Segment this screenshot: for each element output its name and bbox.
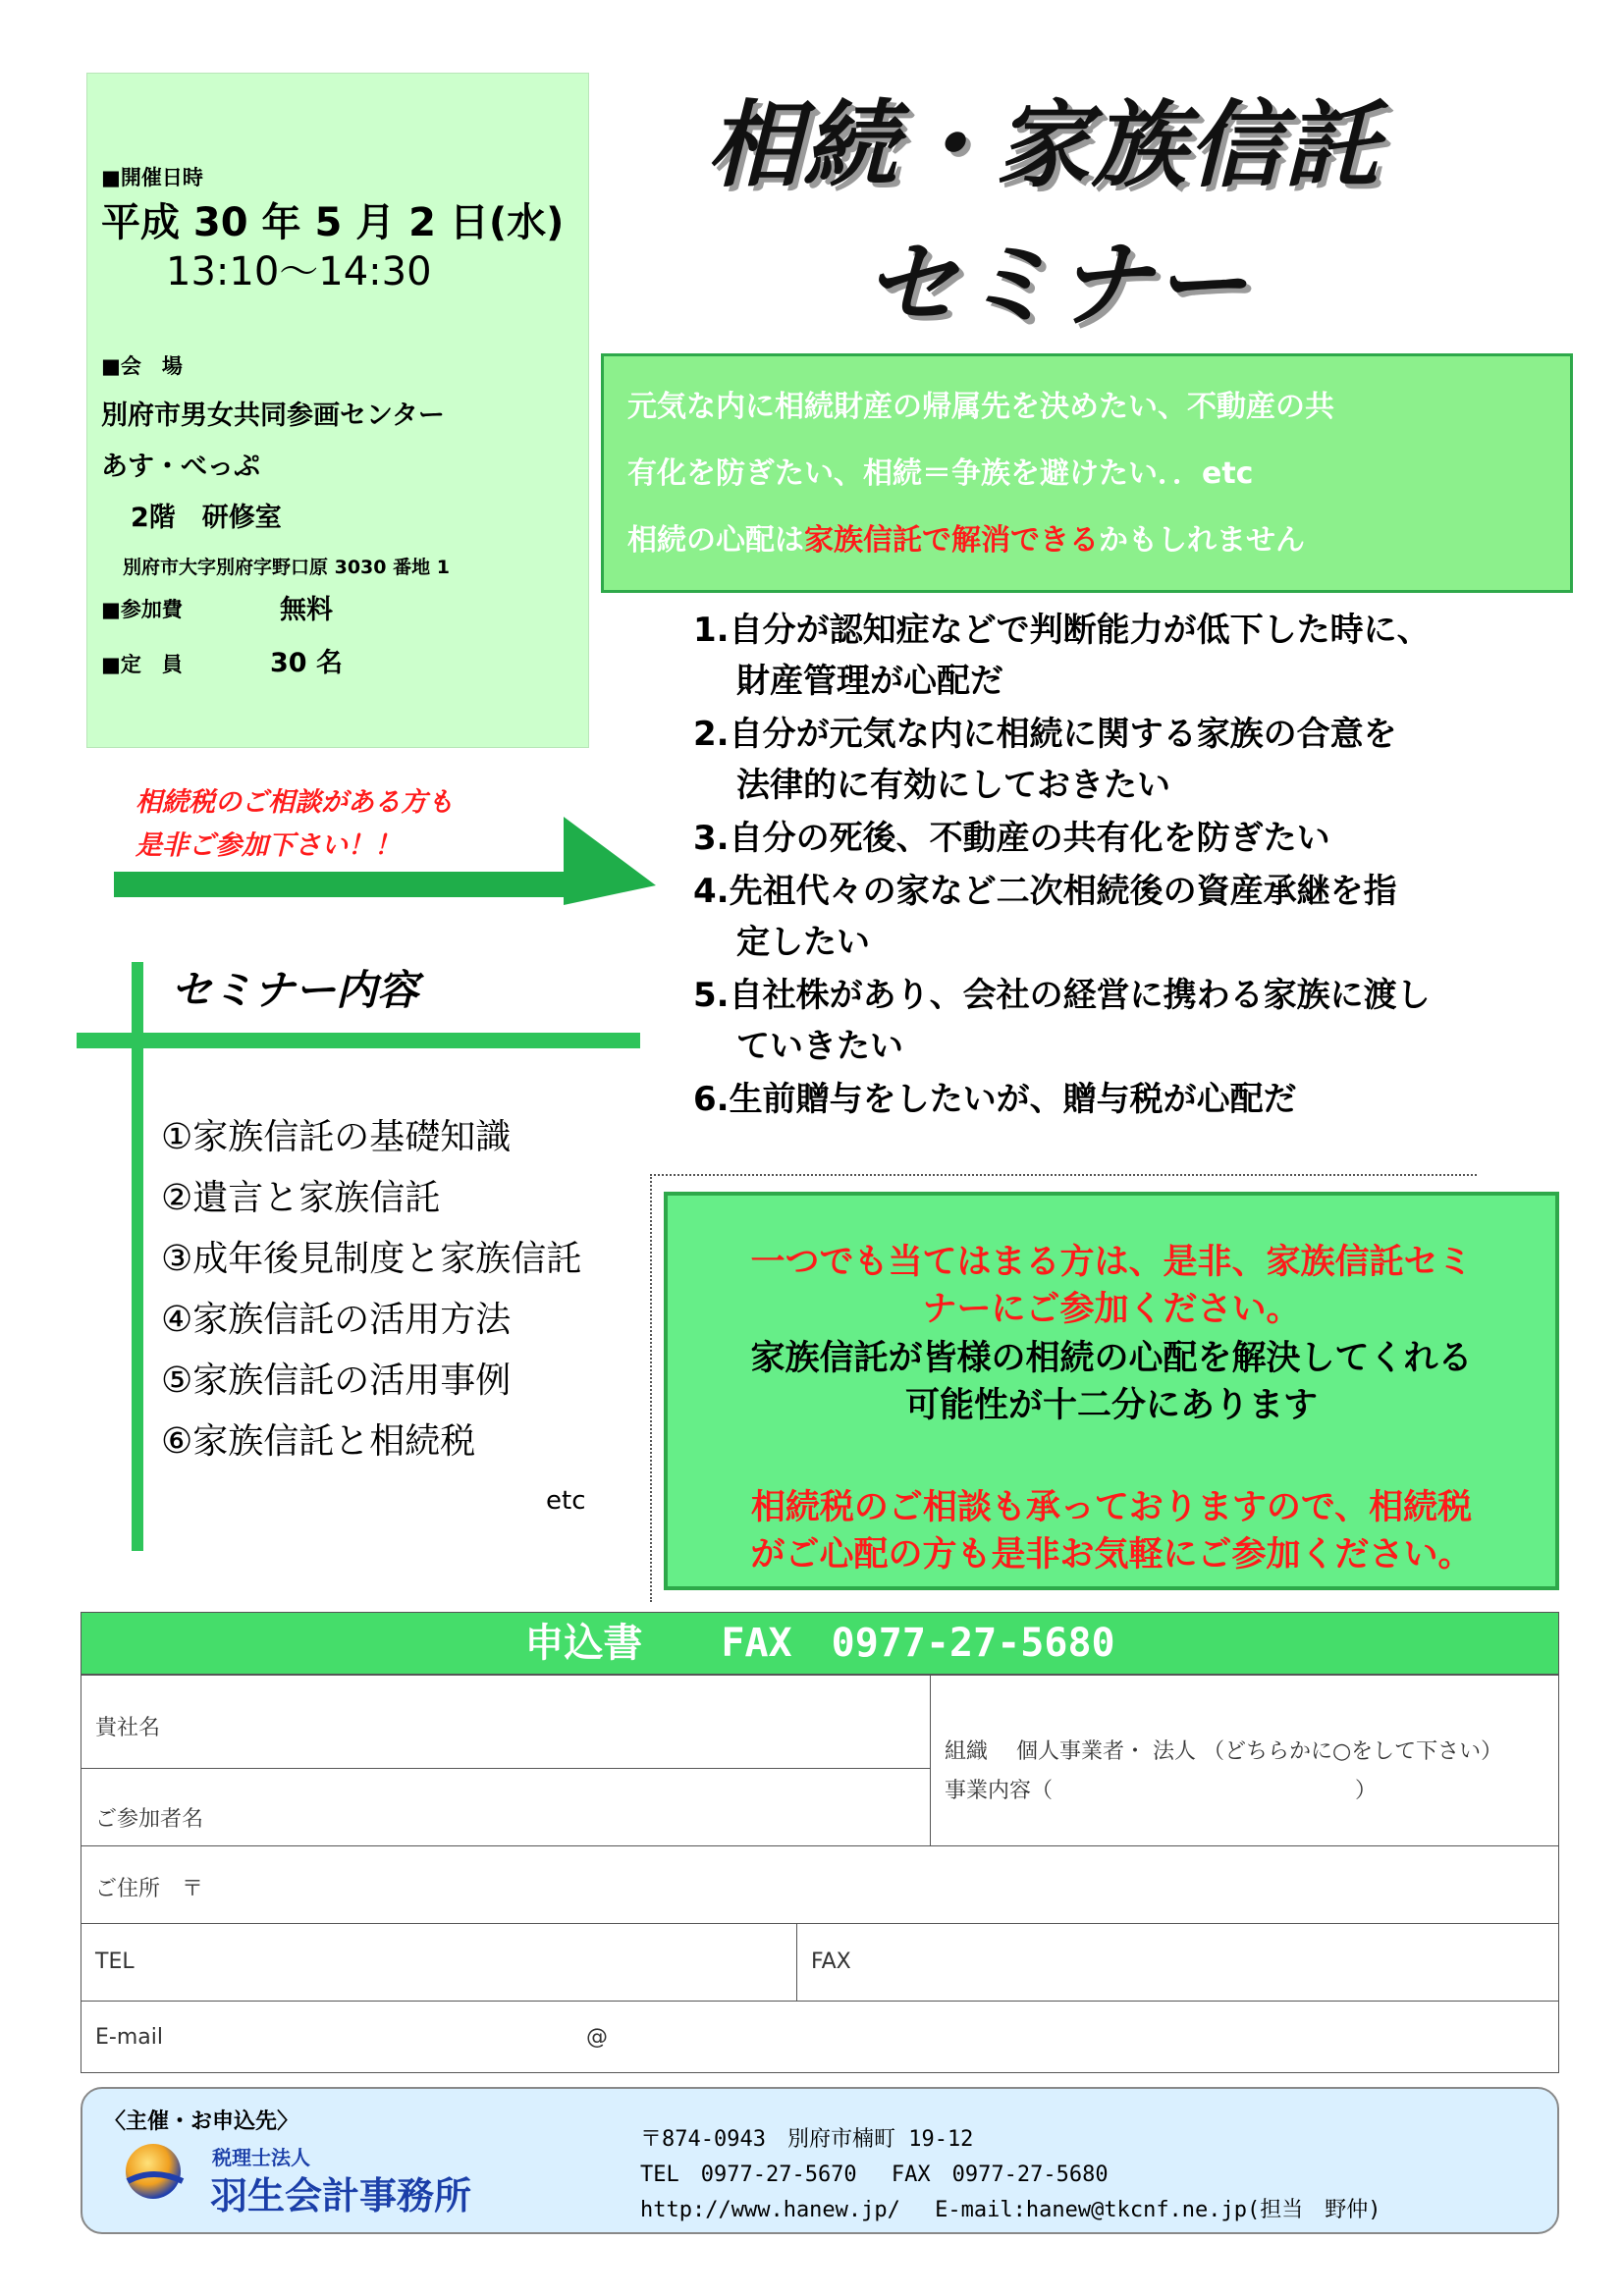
venue-name: 別府市男女共同参画センター bbox=[101, 400, 445, 431]
message-line-3: 家族信託が皆様の相続の心配を解決してくれる bbox=[750, 1339, 1473, 1378]
arrow-right-icon bbox=[110, 807, 660, 915]
vertical-divider bbox=[132, 962, 143, 1551]
message-line-1: 一つでも当てはまる方は、是非、家族信託セミ bbox=[750, 1243, 1473, 1282]
list-item-line: 2.自分が元気な内に相続に関する家族の合意を bbox=[693, 715, 1397, 754]
venue-nickname: あす・べっぷ bbox=[101, 452, 260, 482]
participant-label: ご参加者名 bbox=[95, 1807, 204, 1832]
list-item-line: 1.自分が認知症などで判断能力が低下した時に、 bbox=[693, 611, 1431, 650]
list-item bbox=[693, 866, 1397, 968]
topics-etc: etc bbox=[546, 1486, 586, 1516]
company-field[interactable] bbox=[81, 1675, 931, 1769]
event-date: 平成 30 年 5 月 2 日(水) bbox=[101, 200, 565, 245]
seminar-content-title: セミナー内容 bbox=[171, 966, 419, 1014]
topic-item: ④家族信託の活用方法 bbox=[161, 1300, 512, 1340]
tel-field[interactable] bbox=[81, 1923, 797, 2002]
list-item bbox=[693, 1074, 1297, 1125]
firm-name: 羽生会計事務所 bbox=[210, 2174, 472, 2217]
footer-web-email[interactable]: http://www.hanew.jp/ E-mail:hanew@tkcnf.ne.jp(担当 野仲) bbox=[640, 2198, 1381, 2222]
list-item bbox=[693, 970, 1431, 1072]
worry-box bbox=[601, 353, 1573, 593]
fax-field[interactable] bbox=[796, 1923, 1559, 2002]
business-label: 事業内容（ ） bbox=[945, 1779, 1378, 1803]
worry-highlight: 家族信託で解消できる bbox=[804, 523, 1099, 558]
page-title-line2: セミナー bbox=[864, 230, 1249, 340]
worry-line-2: 有化を防ぎたい、相続＝争族を避けたい．．etc bbox=[627, 456, 1254, 491]
venue-room: 2階 研修室 bbox=[131, 503, 282, 533]
worry-line-3-b: かもしれません bbox=[1099, 523, 1305, 558]
list-item-line: 定したい bbox=[736, 923, 870, 962]
topic-item: ①家族信託の基礎知識 bbox=[161, 1117, 512, 1157]
form-header: 申込書 FAX 0977-27-5680 bbox=[81, 1612, 1559, 1675]
message-line-5: 相続税のご相談も承っておりますので、相続税 bbox=[750, 1488, 1473, 1527]
list-item bbox=[693, 605, 1431, 707]
topic-item: ⑥家族信託と相続税 bbox=[161, 1421, 476, 1462]
list-item-line: 5.自社株があり、会社の経営に携わる家族に渡し bbox=[693, 976, 1431, 1015]
list-item-line: 6.生前贈与をしたいが、贈与税が心配だ bbox=[693, 1080, 1297, 1119]
footer-tel-fax: TEL 0977-27-5670 FAX 0977-27-5680 bbox=[640, 2163, 1109, 2187]
firm-logo-icon bbox=[122, 2138, 190, 2207]
event-time: 13:10～14:30 bbox=[166, 249, 432, 294]
callout-line-2: 是非ご参加下さい！！ bbox=[135, 830, 401, 861]
worry-line-3 bbox=[627, 515, 1305, 559]
fee-value: 無料 bbox=[280, 595, 333, 625]
fee-label: ■参加費 bbox=[101, 598, 183, 621]
list-item-line: 3.自分の死後、不動産の共有化を防ぎたい bbox=[693, 819, 1330, 858]
date-label: ■開催日時 bbox=[101, 166, 203, 189]
venue-label: ■会 場 bbox=[101, 354, 183, 378]
list-item bbox=[693, 709, 1397, 811]
capacity-value: 30 名 bbox=[270, 648, 343, 678]
list-item-line: 法律的に有効にしておきたい bbox=[736, 766, 1170, 805]
organization-label: 組織 個人事業者・ 法人 （どちらかに○をして下さい） bbox=[945, 1739, 1503, 1764]
email-field[interactable] bbox=[81, 2001, 1559, 2073]
email-label: E-mail bbox=[95, 2025, 163, 2050]
organization-field[interactable] bbox=[930, 1675, 1559, 1846]
event-info-box bbox=[86, 73, 589, 748]
horizontal-divider bbox=[77, 1033, 640, 1048]
fax-label: FAX bbox=[811, 1949, 851, 1974]
participant-field[interactable] bbox=[81, 1768, 931, 1846]
list-item bbox=[693, 813, 1330, 864]
email-at: @ bbox=[586, 2025, 608, 2050]
list-item-line: ていきたい bbox=[736, 1027, 903, 1066]
page-title-line1: 相続・家族信託 bbox=[707, 90, 1380, 200]
company-label: 貴社名 bbox=[95, 1716, 161, 1740]
logo-subtitle: 税理士法人 bbox=[212, 2146, 310, 2169]
topic-item: ⑤家族信託の活用事例 bbox=[161, 1361, 512, 1401]
address-field[interactable] bbox=[81, 1845, 1559, 1924]
address-label: ご住所 〒 bbox=[95, 1877, 204, 1901]
worry-line-3-a: 相続の心配は bbox=[627, 523, 804, 558]
list-item-line: 4.先祖代々の家など二次相続後の資産承継を指 bbox=[693, 872, 1397, 911]
message-box bbox=[664, 1192, 1559, 1590]
worry-line-1: 元気な内に相続財産の帰属先を決めたい、不動産の共 bbox=[627, 390, 1334, 424]
topic-item: ③成年後見制度と家族信託 bbox=[161, 1239, 582, 1279]
footer-address: 〒874-0943 別府市楠町 19-12 bbox=[640, 2127, 974, 2152]
list-item-line: 財産管理が心配だ bbox=[736, 662, 1003, 701]
organizer-heading: 〈主催・お申込先〉 bbox=[104, 2109, 299, 2134]
callout-line-1: 相続税のご相談がある方も bbox=[135, 787, 454, 818]
message-line-4: 可能性が十二分にあります bbox=[904, 1386, 1318, 1425]
message-line-6: がご心配の方も是非お気軽にご参加ください。 bbox=[750, 1535, 1473, 1575]
capacity-label: ■定 員 bbox=[101, 653, 183, 676]
venue-address: 別府市大字別府字野口原 3030 番地 1 bbox=[123, 557, 450, 578]
topic-item: ②遺言と家族信託 bbox=[161, 1178, 441, 1218]
message-line-2: ナーにご参加ください。 bbox=[922, 1290, 1301, 1329]
tel-label: TEL bbox=[95, 1949, 135, 1974]
footer-organizer bbox=[81, 2087, 1559, 2234]
